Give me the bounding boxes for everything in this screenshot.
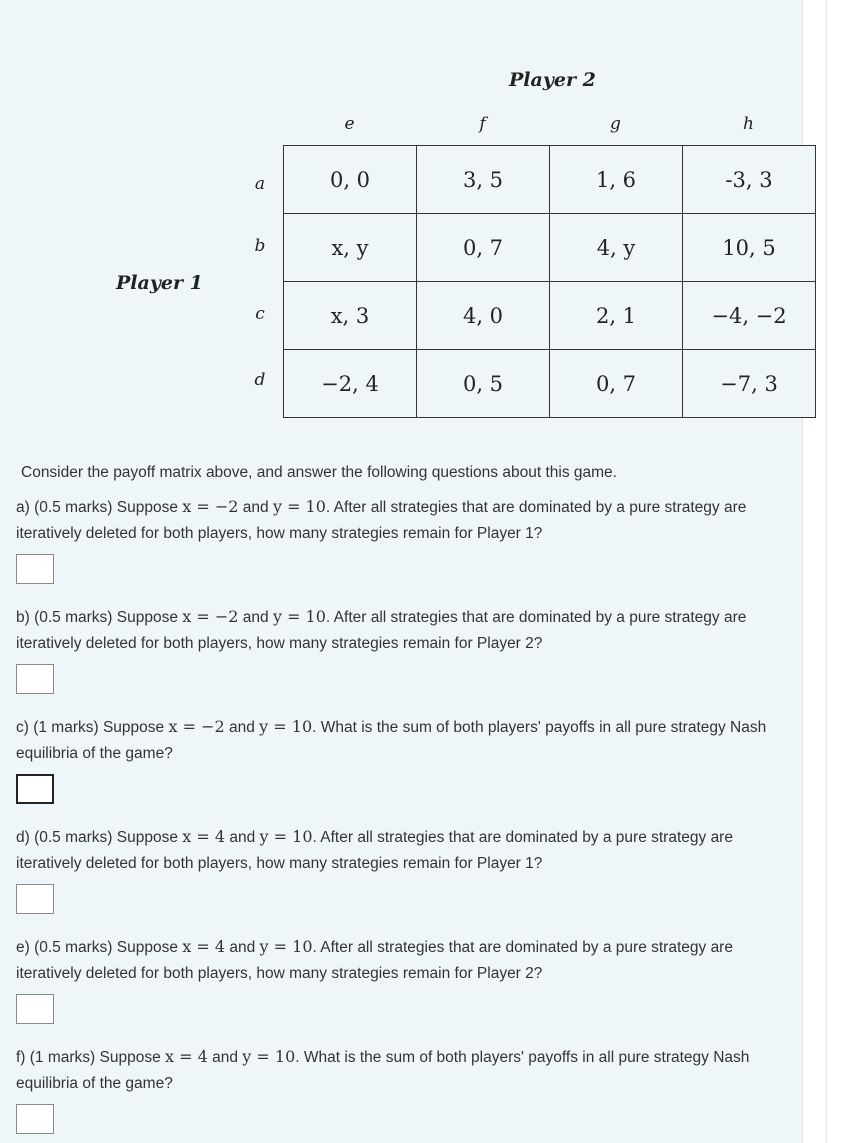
payoff-cell: −2, 4: [284, 350, 417, 418]
question-text: . After all strategies that are dominated by a pure strategy are iteratively deleted for both players, how many strategies remain for Player 1?: [16, 499, 747, 542]
matrix-row-b: [284, 214, 816, 282]
math-expression: y = 10: [272, 497, 326, 516]
answer-input-c[interactable]: [16, 774, 54, 804]
payoff-cell: 3, 5: [417, 146, 550, 214]
column-label-f: f: [479, 114, 486, 134]
math-expression: x = 4: [182, 827, 226, 846]
question-c: [16, 714, 786, 767]
answer-input-d[interactable]: [16, 884, 54, 914]
math-expression: x = −2: [182, 497, 239, 516]
payoff-cell: 0, 0: [284, 146, 417, 214]
column-label-e: e: [344, 114, 355, 134]
question-text: and: [238, 609, 273, 626]
math-expression: x = −2: [182, 607, 239, 626]
payoff-cell: −4, −2: [683, 282, 816, 350]
payoff-cell: x, 3: [284, 282, 417, 350]
payoff-cell: 10, 5: [683, 214, 816, 282]
payoff-cell: 1, 6: [550, 146, 683, 214]
payoff-cell: 0, 5: [417, 350, 550, 418]
question-e: [16, 934, 786, 987]
row-label-c: c: [255, 304, 265, 324]
answer-input-e[interactable]: [16, 994, 54, 1024]
question-text: and: [207, 1049, 243, 1066]
math-expression: x = 4: [165, 1047, 208, 1066]
payoff-cell: 4, y: [550, 214, 683, 282]
payoff-cell: −7, 3: [683, 350, 816, 418]
page-border: [826, 0, 827, 1143]
question-text: and: [224, 719, 260, 736]
math-expression: y = 10: [259, 717, 313, 736]
question-text: and: [225, 939, 260, 956]
math-expression: y = 10: [259, 937, 313, 956]
payoff-matrix: [283, 145, 816, 418]
question-d: [16, 824, 786, 877]
matrix-row-c: [284, 282, 816, 350]
question-b: [16, 604, 786, 657]
payoff-cell: -3, 3: [683, 146, 816, 214]
answer-input-b[interactable]: [16, 664, 54, 694]
player1-label: Player 1: [116, 272, 203, 294]
question-text: and: [225, 829, 260, 846]
question-text: e) (0.5 marks) Suppose: [16, 939, 183, 956]
question-text: a) (0.5 marks) Suppose: [16, 499, 183, 516]
answer-input-f[interactable]: [16, 1104, 54, 1134]
question-text: and: [238, 499, 273, 516]
question-text: . After all strategies that are dominated by a pure strategy are iteratively deleted for both players, how many strategies remain for Player 2?: [16, 609, 747, 652]
question-text: c) (1 marks) Suppose: [16, 719, 169, 736]
question-text: . What is the sum of both players' payoffs in all pure strategy Nash equilibria of the game?: [16, 719, 767, 762]
payoff-cell: x, y: [284, 214, 417, 282]
player2-label: Player 2: [509, 69, 596, 91]
row-label-d: d: [254, 370, 266, 390]
math-expression: y = 10: [272, 607, 326, 626]
question-text: b) (0.5 marks) Suppose: [16, 609, 183, 626]
row-label-b: b: [254, 236, 266, 256]
intro-text: Consider the payoff matrix above, and answer the following questions about this game.: [21, 464, 617, 481]
column-label-g: g: [610, 114, 621, 134]
payoff-cell: 0, 7: [550, 350, 683, 418]
question-text: . After all strategies that are dominated by a pure strategy are iteratively deleted for both players, how many strategies remain for Player 2?: [16, 939, 733, 982]
question-f: [16, 1044, 786, 1097]
question-text: d) (0.5 marks) Suppose: [16, 829, 183, 846]
math-expression: x = 4: [182, 937, 226, 956]
question-text: . After all strategies that are dominated by a pure strategy are iteratively deleted for both players, how many strategies remain for Player 1?: [16, 829, 733, 872]
payoff-cell: 2, 1: [550, 282, 683, 350]
math-expression: y = 10: [259, 827, 313, 846]
question-text: f) (1 marks) Suppose: [16, 1049, 166, 1066]
question-text: . What is the sum of both players' payoffs in all pure strategy Nash equilibria of the game?: [16, 1049, 750, 1092]
math-expression: y = 10: [242, 1047, 296, 1066]
answer-input-a[interactable]: [16, 554, 54, 584]
matrix-row-d: [284, 350, 816, 418]
payoff-cell: 0, 7: [417, 214, 550, 282]
payoff-cell: 4, 0: [417, 282, 550, 350]
math-expression: x = −2: [168, 717, 225, 736]
matrix-row-a: [284, 146, 816, 214]
question-a: [16, 494, 786, 547]
row-label-a: a: [254, 174, 266, 194]
column-label-h: h: [743, 114, 754, 134]
